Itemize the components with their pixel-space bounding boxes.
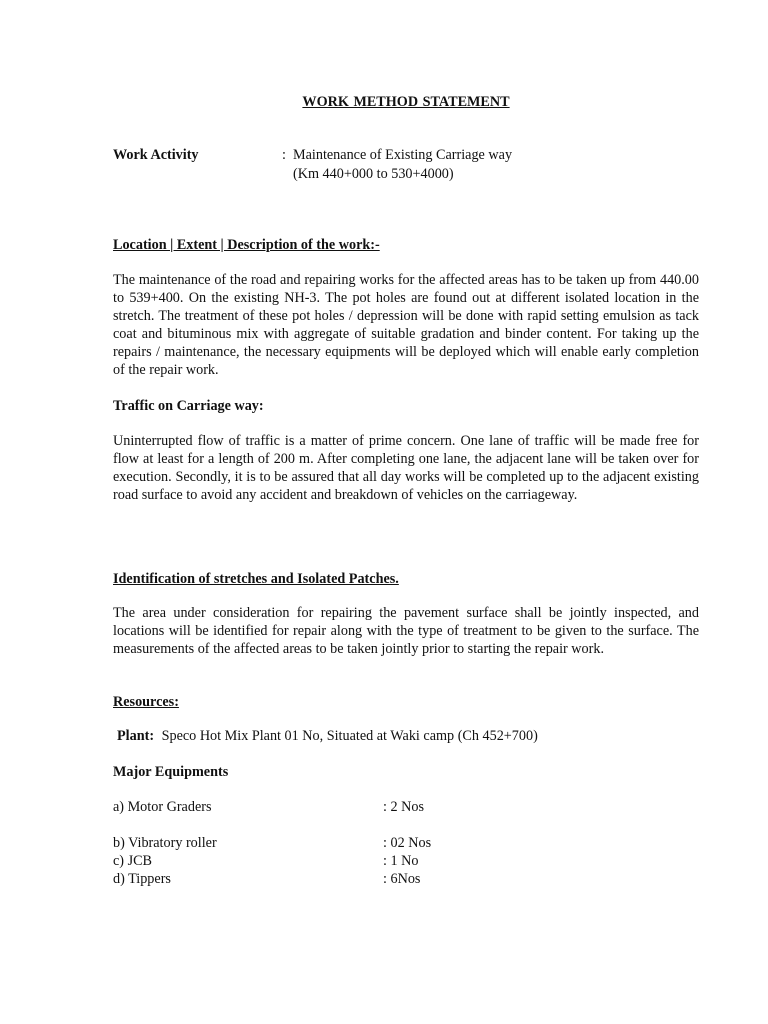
work-activity-value-line1: Maintenance of Existing Carriage way xyxy=(293,147,513,163)
location-body: The maintenance of the road and repairing works for the affected areas has to be taken up from 440.00 to 539+400. On the existing NH-3. The pot holes are found out at different isolated location in the stretch. The treatment of these pot holes / depression will be done with rapid setting emulsion as tack coat and bituminous mix with aggregate of suitable gradation and binder content. For taking up the repairs / maintenance, the necessary equipments will be deployed which will enable early completion of the repair work. xyxy=(113,272,699,378)
document-title: WORK METHOD STATEMENT xyxy=(302,94,510,110)
equipment-qty: : 6Nos xyxy=(383,871,421,887)
equipment-name: c) JCB xyxy=(113,853,153,869)
equipment-qty: : 1 No xyxy=(383,853,419,869)
plant-value: Speco Hot Mix Plant 01 No, Situated at Waki camp (Ch 452+700) xyxy=(161,728,538,744)
equipments-heading: Major Equipments xyxy=(113,764,229,780)
equipment-name: b) Vibratory roller xyxy=(113,835,217,851)
equipment-name: d) Tippers xyxy=(113,871,171,887)
work-activity-separator: : xyxy=(282,147,286,163)
plant-line xyxy=(117,728,538,745)
identification-body: The area under consideration for repairing the pavement surface shall be jointly inspected, and locations will be identified for repair along with the type of treatment to be given to the surface. The measurements of the affected areas to be taken jointly prior to starting the repair work. xyxy=(113,605,699,657)
location-heading: Location | Extent | Description of the work:- xyxy=(113,237,380,253)
equipment-qty: : 2 Nos xyxy=(383,799,424,815)
plant-label: Plant: xyxy=(117,728,155,744)
work-activity-value-line2: (Km 440+000 to 530+4000) xyxy=(293,166,454,182)
traffic-heading: Traffic on Carriage way: xyxy=(113,398,264,414)
identification-heading: Identification of stretches and Isolated Patches. xyxy=(113,571,399,587)
equipment-name: a) Motor Graders xyxy=(113,799,212,815)
work-activity-label: Work Activity xyxy=(113,147,199,163)
resources-heading: Resources: xyxy=(113,694,179,710)
traffic-body: Uninterrupted flow of traffic is a matter of prime concern. One lane of traffic will be made free for flow at least for a length of 200 m. After completing one lane, the adjacent lane will be taken over for execution. Secondly, it is to be assured that all day works will be completed up to the adjacent existing road surface to avoid any accident and breakdown of vehicles on the carriageway. xyxy=(113,433,699,503)
equipment-qty: : 02 Nos xyxy=(383,835,432,851)
